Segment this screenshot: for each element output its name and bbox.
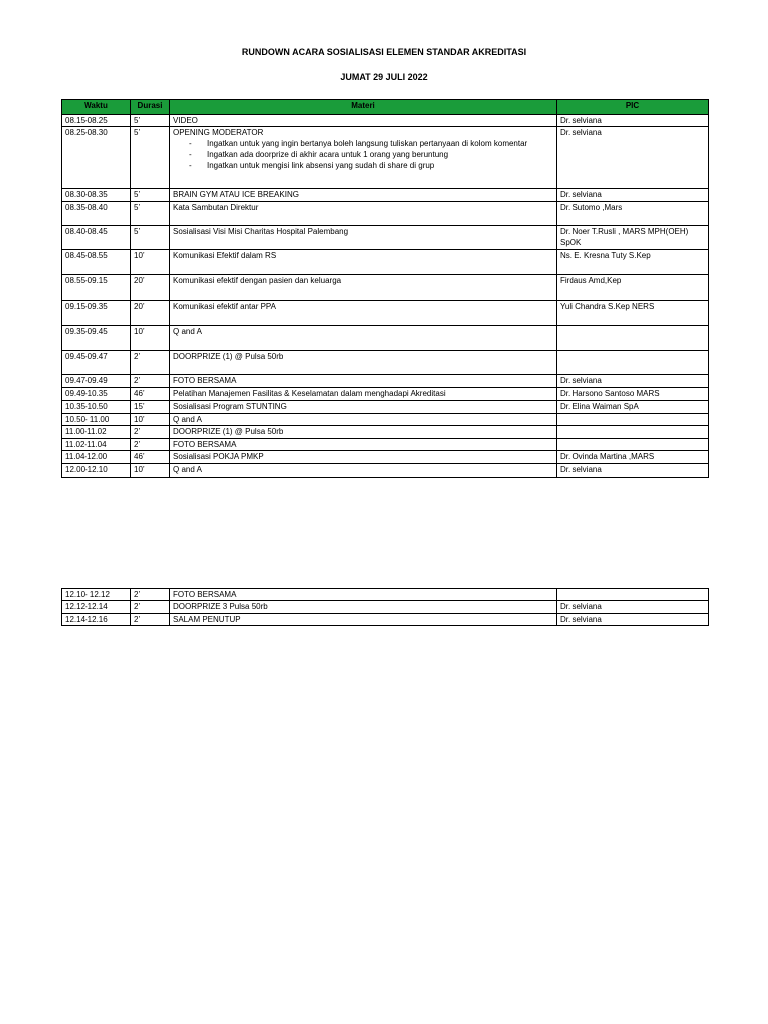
cell-durasi: 5’ (131, 189, 170, 202)
table-row (62, 189, 709, 202)
cell-materi: DOORPRIZE (1) @ Pulsa 50rb (170, 426, 557, 439)
header-materi: Materi (170, 100, 557, 115)
cell-pic: Firdaus Amd,Kep (557, 275, 709, 301)
table-row (62, 401, 709, 414)
table-row (62, 614, 709, 626)
table-row (62, 127, 709, 189)
cell-materi (170, 127, 557, 189)
document-date: JUMAT 29 JULI 2022 (340, 72, 428, 82)
cell-pic: Dr. Sutomo ,Mars (557, 202, 709, 226)
cell-waktu: 08.30-08.35 (62, 189, 131, 202)
table-row (62, 589, 709, 601)
cell-durasi: 2’ (131, 426, 170, 439)
table-row (62, 351, 709, 375)
cell-waktu: 11.00-11.02 (62, 426, 131, 439)
cell-waktu: 09.47-09.49 (62, 375, 131, 388)
cell-materi: FOTO BERSAMA (170, 375, 557, 388)
cell-durasi: 2’ (131, 614, 170, 626)
cell-pic: Dr. selviana (557, 375, 709, 388)
cell-pic: Ns. E. Kresna Tuty S.Kep (557, 250, 709, 275)
cell-pic (557, 426, 709, 439)
cell-durasi: 10’ (131, 464, 170, 478)
header-pic: PIC (557, 100, 709, 115)
cell-durasi: 10’ (131, 326, 170, 351)
list-item: - Ingatkan untuk yang ingin bertanya boleh langsung tuliskan pertanyaan di kolom komentar (189, 138, 553, 149)
table-row (62, 388, 709, 401)
cell-waktu: 12.10- 12.12 (62, 589, 131, 601)
cell-materi: DOORPRIZE (1) @ Pulsa 50rb (170, 351, 557, 375)
cell-pic: Dr. selviana (557, 127, 709, 189)
cell-durasi: 15’ (131, 401, 170, 414)
table-row (62, 464, 709, 478)
cell-pic (557, 326, 709, 351)
table-row (62, 326, 709, 351)
cell-pic: Dr. selviana (557, 115, 709, 127)
cell-durasi: 2’ (131, 439, 170, 451)
cell-materi: Komunikasi Efektif dalam RS (170, 250, 557, 275)
cell-durasi: 5’ (131, 202, 170, 226)
cell-materi: DOORPRIZE 3 Pulsa 50rb (170, 601, 557, 614)
cell-waktu: 12.12-12.14 (62, 601, 131, 614)
cell-waktu: 08.35-08.40 (62, 202, 131, 226)
schedule-body (62, 115, 709, 478)
cell-pic: Dr. selviana (557, 189, 709, 202)
table-row (62, 250, 709, 275)
table-row (62, 202, 709, 226)
cell-materi: Sosialisasi Program STUNTING (170, 401, 557, 414)
schedule-table (61, 99, 709, 478)
cell-durasi: 2’ (131, 589, 170, 601)
cell-pic: Dr. selviana (557, 464, 709, 478)
table-row (62, 375, 709, 388)
cell-waktu: 08.15-08.25 (62, 115, 131, 127)
cell-materi: VIDEO (170, 115, 557, 127)
cell-waktu: 08.40-08.45 (62, 226, 131, 250)
cell-durasi: 2’ (131, 375, 170, 388)
cell-materi: Pelatihan Manajemen Fasilitas & Keselamatan dalam menghadapi Akreditasi (170, 388, 557, 401)
cell-materi: Komunikasi efektif dengan pasien dan keluarga (170, 275, 557, 301)
cell-durasi: 20’ (131, 301, 170, 326)
table-row (62, 115, 709, 127)
cell-waktu: 11.02-11.04 (62, 439, 131, 451)
document-title: RUNDOWN ACARA SOSIALISASI ELEMEN STANDAR AKREDITASI (241, 47, 527, 57)
cell-waktu: 12.00-12.10 (62, 464, 131, 478)
schedule-body-continued (62, 589, 709, 626)
cell-pic: Dr. Elina Waiman SpA (557, 401, 709, 414)
cell-materi: Sosialisasi Visi Misi Charitas Hospital Palembang (170, 226, 557, 250)
cell-pic (557, 351, 709, 375)
cell-durasi: 5’ (131, 127, 170, 189)
header-waktu: Waktu (62, 100, 131, 115)
cell-waktu: 08.25-08.30 (62, 127, 131, 189)
cell-waktu: 10.35-10.50 (62, 401, 131, 414)
cell-pic: Dr. Noer T.Rusli , MARS MPH(OEH) SpOK (557, 226, 709, 250)
table-row (62, 275, 709, 301)
materi-bullet-list (173, 138, 553, 171)
cell-materi: Komunikasi efektif antar PPA (170, 301, 557, 326)
cell-durasi: 20’ (131, 275, 170, 301)
cell-pic (557, 414, 709, 426)
table-row (62, 426, 709, 439)
cell-materi: Q and A (170, 326, 557, 351)
cell-waktu: 12.14-12.16 (62, 614, 131, 626)
cell-materi: SALAM PENUTUP (170, 614, 557, 626)
cell-durasi: 46’ (131, 451, 170, 464)
table-row (62, 439, 709, 451)
table-row (62, 414, 709, 426)
cell-pic (557, 589, 709, 601)
cell-durasi: 5’ (131, 115, 170, 127)
cell-materi: FOTO BERSAMA (170, 589, 557, 601)
cell-pic: Dr. Ovinda Martina ,MARS (557, 451, 709, 464)
schedule-table-continued (61, 588, 709, 626)
cell-pic: Yuli Chandra S.Kep NERS (557, 301, 709, 326)
table-row (62, 226, 709, 250)
cell-durasi: 5’ (131, 226, 170, 250)
list-item: - Ingatkan ada doorprize di akhir acara untuk 1 orang yang beruntung (189, 149, 553, 160)
cell-materi: Q and A (170, 414, 557, 426)
cell-waktu: 09.49-10.35 (62, 388, 131, 401)
list-item: - Ingatkan untuk mengisi link absensi yang sudah di share di grup (189, 160, 553, 171)
cell-materi: FOTO BERSAMA (170, 439, 557, 451)
cell-waktu: 09.45-09.47 (62, 351, 131, 375)
table-row (62, 451, 709, 464)
cell-durasi: 10’ (131, 250, 170, 275)
cell-materi: Kata Sambutan Direktur (170, 202, 557, 226)
header-durasi: Durasi (131, 100, 170, 115)
cell-waktu: 08.55-09.15 (62, 275, 131, 301)
cell-waktu: 08.45-08.55 (62, 250, 131, 275)
cell-materi: Q and A (170, 464, 557, 478)
cell-pic: Dr. selviana (557, 614, 709, 626)
cell-pic: Dr. Harsono Santoso MARS (557, 388, 709, 401)
cell-materi: Sosialisasi POKJA PMKP (170, 451, 557, 464)
table-header-row (62, 100, 709, 115)
cell-waktu: 09.35-09.45 (62, 326, 131, 351)
cell-durasi: 2’ (131, 601, 170, 614)
table-row (62, 601, 709, 614)
cell-waktu: 09.15-09.35 (62, 301, 131, 326)
cell-pic (557, 439, 709, 451)
cell-pic: Dr. selviana (557, 601, 709, 614)
cell-durasi: 10’ (131, 414, 170, 426)
cell-durasi: 46’ (131, 388, 170, 401)
cell-durasi: 2’ (131, 351, 170, 375)
table-row (62, 301, 709, 326)
cell-waktu: 11.04-12.00 (62, 451, 131, 464)
cell-materi: BRAIN GYM ATAU ICE BREAKING (170, 189, 557, 202)
cell-waktu: 10.50- 11.00 (62, 414, 131, 426)
materi-heading: OPENING MODERATOR (173, 128, 264, 137)
